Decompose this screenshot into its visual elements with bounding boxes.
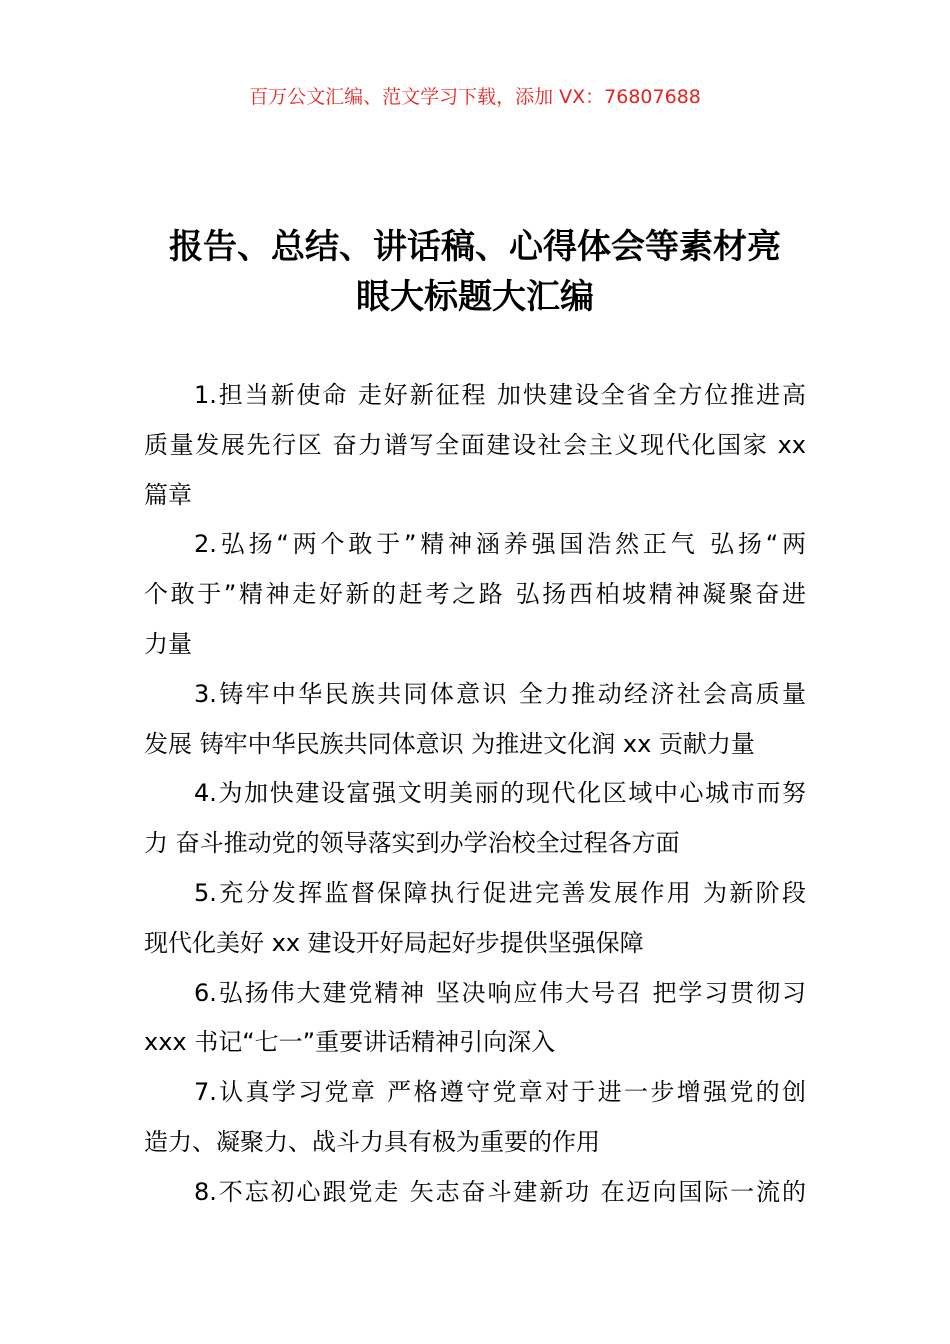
list-item-line: 造力、凝聚力、战斗力具有极为重要的作用 [144, 1127, 600, 1156]
list-item [144, 769, 806, 869]
list-item-line: 4.为加快建设富强文明美丽的现代化区域中心城市而努 [194, 779, 806, 808]
list-item [144, 1168, 806, 1218]
list-item-line: xxx 书记“七一”重要讲话精神引向深入 [144, 1028, 556, 1057]
list-item-line: 力量 [144, 629, 192, 658]
list-item-line: 3.铸牢中华民族共同体意识 全力推动经济社会高质量 [194, 679, 806, 708]
list-item-line: 8.不忘初心跟党走 矢志奋斗建新功 在迈向国际一流的 [194, 1177, 806, 1206]
document-title [100, 222, 850, 322]
title-line: 报告、总结、讲话稿、心得体会等素材亮 [169, 227, 781, 267]
list-item [144, 1068, 806, 1168]
list-item-line: 7.认真学习党章 严格遵守党章对于进一步增强党的创 [194, 1078, 806, 1107]
document-body [144, 371, 806, 1218]
list-item [144, 371, 806, 520]
list-item [144, 869, 806, 969]
list-item-line: 1.担当新使命 走好新征程 加快建设全省全方位推进高 [194, 381, 806, 409]
list-item-line: 个敢于”精神走好新的赶考之路 弘扬西柏坡精神凝聚奋进 [144, 580, 806, 609]
list-item [144, 520, 806, 669]
list-item [144, 969, 806, 1069]
list-item-line: 质量发展先行区 奋力谱写全面建设社会主义现代化国家 xx [144, 430, 806, 459]
list-item-line: 6.弘扬伟大建党精神 坚决响应伟大号召 把学习贯彻习 [194, 978, 806, 1007]
list-item-line: 2.弘扬“两个敢于”精神涵养强国浩然正气 弘扬“两 [194, 530, 806, 559]
list-item-line: 篇章 [144, 480, 192, 509]
list-item [144, 670, 806, 770]
watermark-banner: 百万公文汇编、范文学习下载，添加 VX：76807688 [249, 86, 701, 108]
list-item-line: 力 奋斗推动党的领导落实到办学治校全过程各方面 [144, 829, 680, 858]
list-item-line: 发展 铸牢中华民族共同体意识 为推进文化润 xx 贡献力量 [144, 729, 755, 758]
list-item-line: 现代化美好 xx 建设开好局起好步提供坚强保障 [144, 928, 644, 957]
list-item-line: 5.充分发挥监督保障执行促进完善发展作用 为新阶段 [194, 878, 806, 907]
title-line: 眼大标题大汇编 [356, 277, 594, 317]
